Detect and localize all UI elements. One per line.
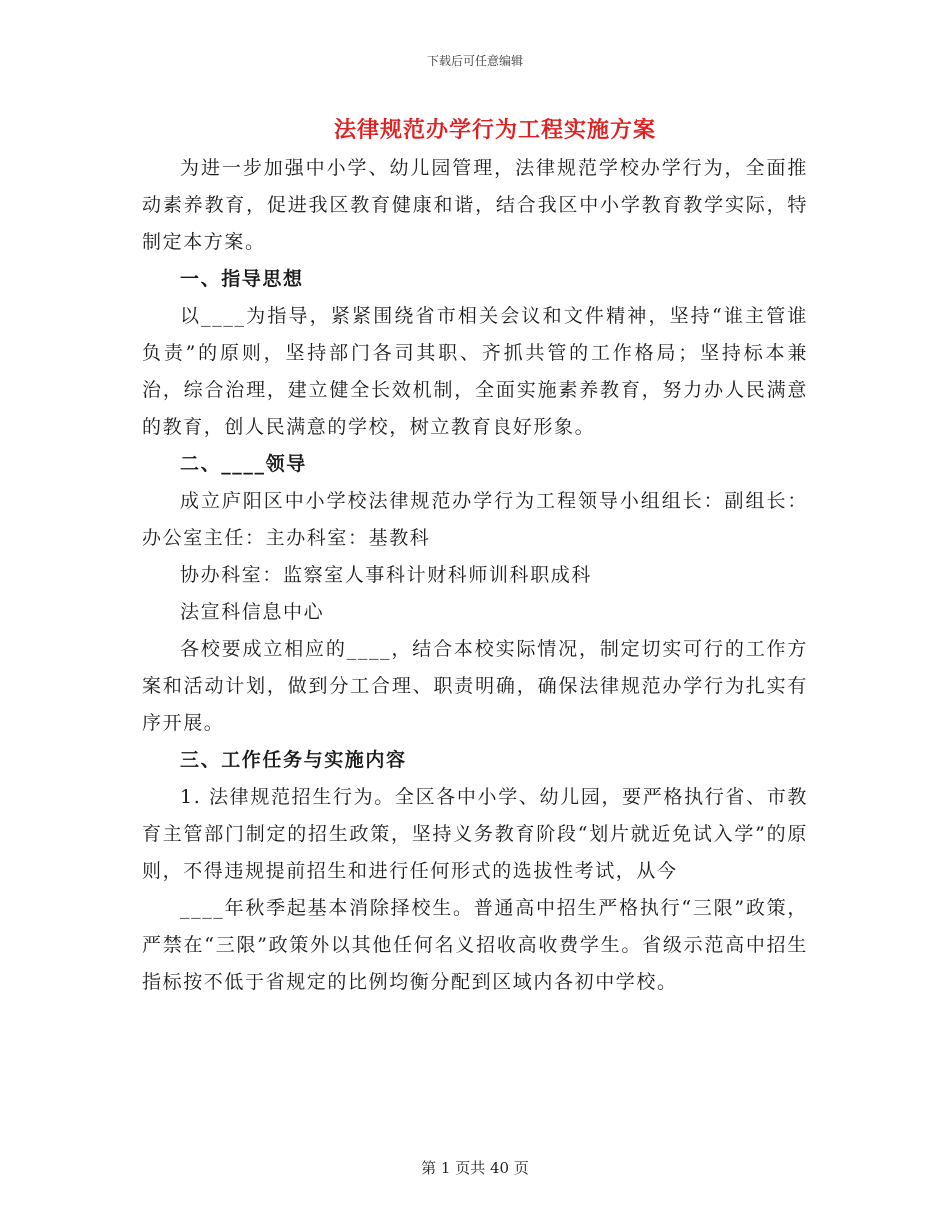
section-paragraph: 以____为指导，紧紧围绕省市相关会议和文件精神，坚持“谁主管谁负责”的原则，坚持部门各司其职、齐抓共管的工作格局；坚持标本兼治，综合治理，建立健全长效机制，全面实施素养教育，努力办人民满意的教育，创人民满意的学校，树立教育良好形象。 xyxy=(142,305,808,438)
document-title: 法律规范办学行为工程实施方案 xyxy=(333,117,656,143)
intro-paragraph: 为进一步加强中小学、幼儿园管理，法律规范学校办学行为，全面推动素养教育，促进我区教育健康和谐，结合我区中小学教育教学实际，特制定本方案。 xyxy=(142,157,808,253)
header-note: 下载后可任意编辑 xyxy=(426,54,523,68)
page-footer: 第 1 页共 40 页 xyxy=(421,1159,529,1177)
document-body xyxy=(142,150,808,1001)
section-heading: 一、指导思想 xyxy=(180,268,304,290)
section-paragraph: 1. 法律规范招生行为。全区各中小学、幼儿园，要严格执行省、市教育主管部门制定的招生政策，坚持义务教育阶段“划片就近免试入学”的原则，不得违规提前招生和进行任何形式的选拔性考试，从今 xyxy=(142,786,808,882)
section-paragraph: ____年秋季起基本消除择校生。普通高中招生严格执行“三限”政策，严禁在“三限”政策外以其他任何名义招收高收费学生。省级示范高中招生指标按不低于省规定的比例均衡分配到区域内各初中学校。 xyxy=(142,897,808,993)
section-paragraph: 各校要成立相应的____，结合本校实际情况，制定切实可行的工作方案和活动计划，做到分工合理、职责明确，确保法律规范办学行为扎实有序开展。 xyxy=(142,638,808,734)
section-paragraph: 协办科室：监察室人事科计财科师训科职成科 xyxy=(180,564,593,586)
section-paragraph: 成立庐阳区中小学校法律规范办学行为工程领导小组组长：副组长：办公室主任：主办科室：基教科 xyxy=(142,490,808,549)
section-heading: 三、工作任务与实施内容 xyxy=(180,749,407,771)
section-paragraph: 法宣科信息中心 xyxy=(180,601,325,623)
section-heading: 二、____领导 xyxy=(180,453,307,475)
